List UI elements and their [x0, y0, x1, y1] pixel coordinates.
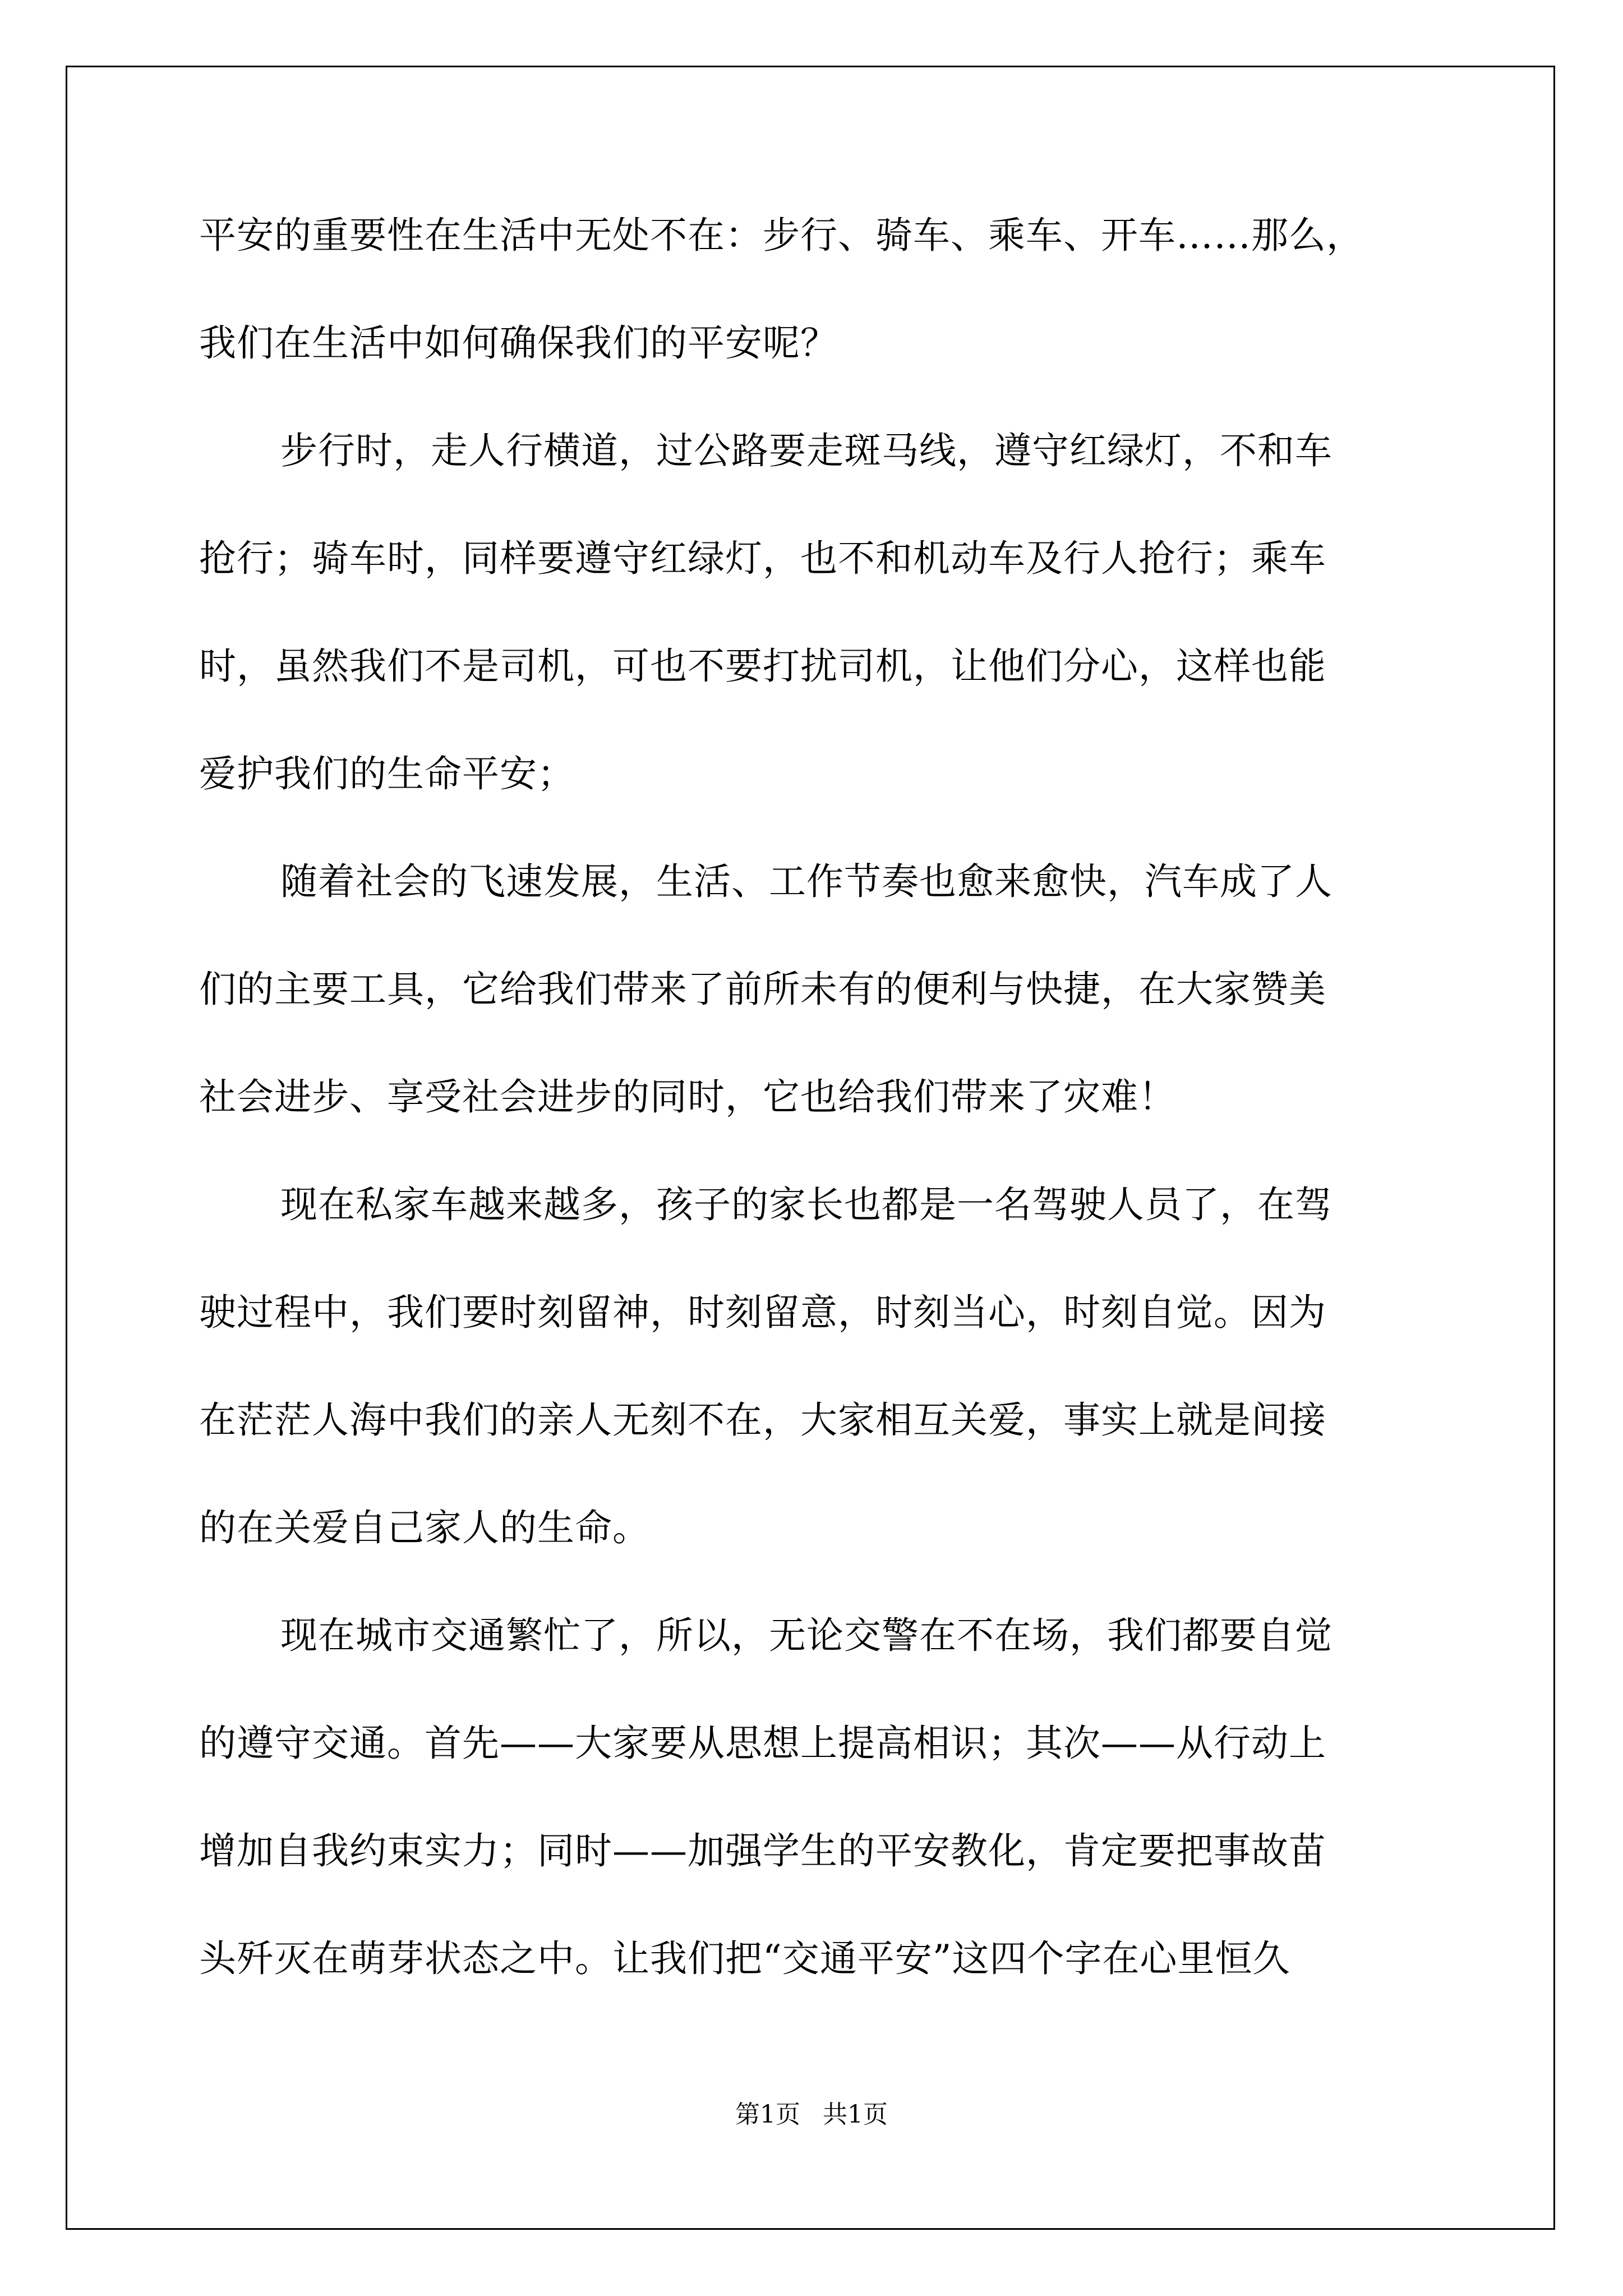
text-line: 社会进步、享受社会进步的同时，它也给我们带来了灾难！ — [199, 1075, 1176, 1119]
paragraph-start-line: 现在私家车越来越多，孩子的家长也都是一名驾驶人员了，在驾 — [280, 1183, 1332, 1226]
paragraph-start-line: 步行时，走人行横道，过公路要走斑马线，遵守红绿灯，不和车 — [280, 429, 1332, 472]
text-line: 的在关爱自己家人的生命。 — [199, 1506, 650, 1549]
text-line: 爱护我们的生命平安； — [199, 752, 575, 795]
paragraph-start-line: 随着社会的飞速发展，生活、工作节奏也愈来愈快，汽车成了人 — [280, 860, 1332, 903]
page-number-current: 第1页 — [735, 2100, 800, 2129]
page-number-total: 共1页 — [823, 2100, 888, 2129]
text-line: 的遵守交通。首先——大家要从思想上提高相识；其次——从行动上 — [199, 1722, 1326, 1765]
text-line: 抢行；骑车时，同样要遵守红绿灯，也不和机动车及行人抢行；乘车 — [199, 537, 1326, 580]
text-line: 们的主要工具，它给我们带来了前所未有的便利与快捷，在大家赞美 — [199, 968, 1326, 1011]
text-line: 增加自我约束实力；同时——加强学生的平安教化，肯定要把事故苗 — [199, 1829, 1326, 1872]
text-line: 驶过程中，我们要时刻留神，时刻留意，时刻当心，时刻自觉。因为 — [199, 1291, 1326, 1334]
page-footer — [0, 2098, 1623, 2132]
text-line: 在茫茫人海中我们的亲人无刻不在，大家相互关爱，事实上就是间接 — [199, 1398, 1326, 1442]
document-body — [199, 194, 1427, 2024]
text-line: 头歼灭在萌芽状态之中。让我们把“交通平安”这四个字在心里恒久 — [199, 1937, 1290, 1980]
text-line: 我们在生活中如何确保我们的平安呢？ — [199, 321, 838, 365]
text-line: 时，虽然我们不是司机，可也不要打扰司机，让他们分心，这样也能 — [199, 645, 1326, 688]
text-line: 平安的重要性在生活中无处不在：步行、骑车、乘车、开车……那么， — [199, 214, 1364, 257]
paragraph-start-line: 现在城市交通繁忙了，所以，无论交警在不在场，我们都要自觉 — [280, 1614, 1332, 1657]
